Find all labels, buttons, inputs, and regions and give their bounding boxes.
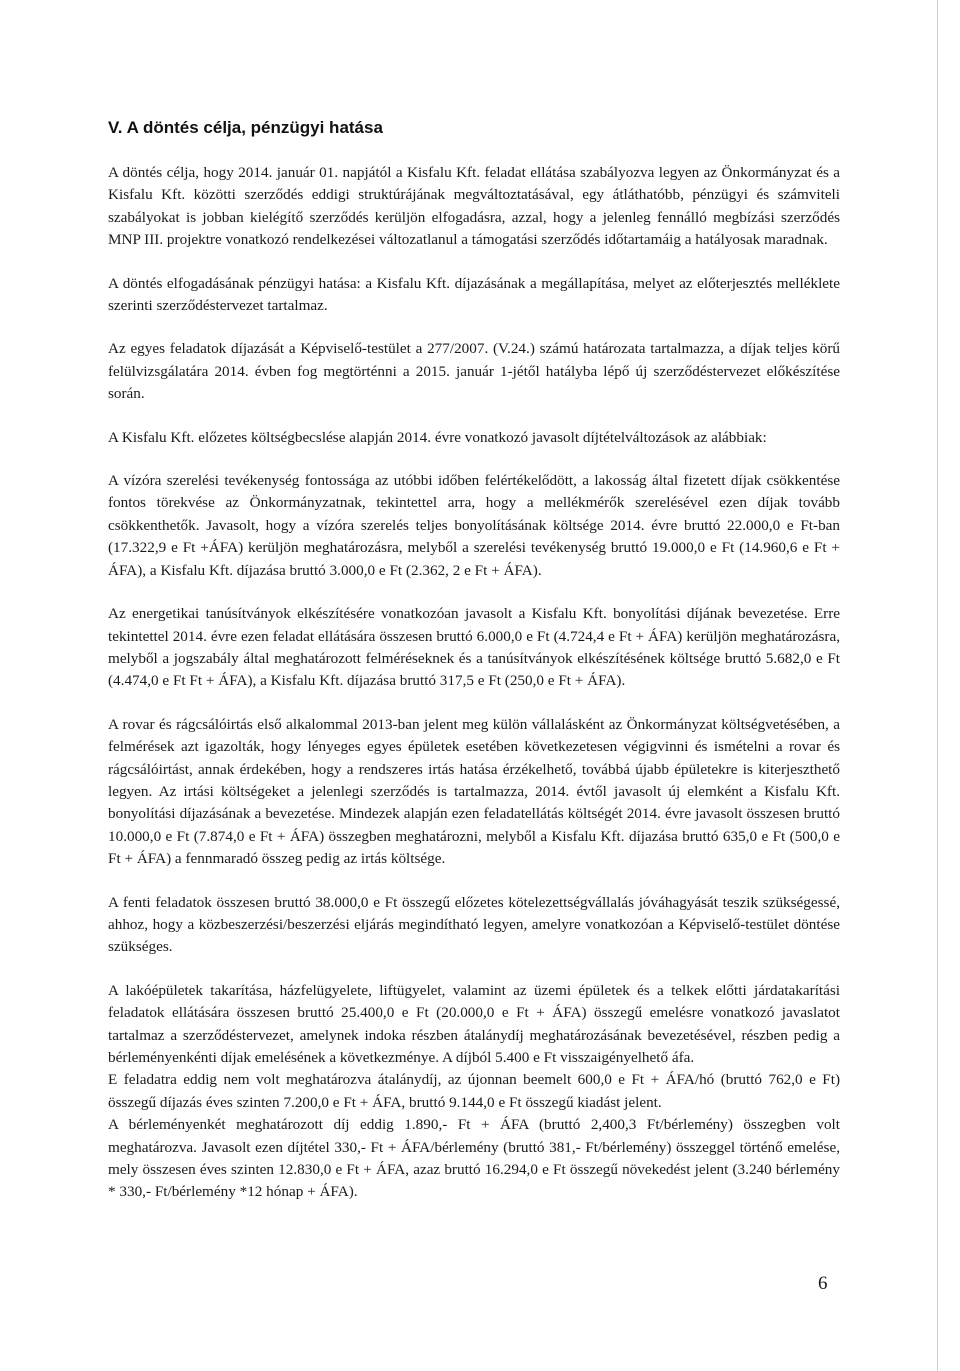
paragraph-cost-estimate-intro: A Kisfalu Kft. előzetes költségbecslése alapján 2014. évre vonatkozó javasolt díjtételváltozások az alábbiak: xyxy=(108,428,767,446)
paragraph-total-commitment: A fenti feladatok összesen bruttó 38.000,0 e Ft összegű előzetes kötelezettségvállalás jóváhagyását teszik szükségessé, ahhoz, hogy a közbeszerzési/beszerzési eljárás megindítható legyen, amelyre vonatkozóan a Képviselő-testület döntése szükséges. xyxy=(108,893,840,956)
paragraph-energy-certificates: Az energetikai tanúsítványok elkészítésére vonatkozóan javasolt a Kisfalu Kft. bonyolítási díjának bevezetése. Erre tekintettel 2014. évre ezen feladat ellátására összesen bruttó 6.000,0 e Ft (4.724,4 e Ft + ÁFA) kerüljön meghatározásra, melyből a jogszabály által meghatározott felméréseknek és a tanúsítványok elkészítésének költsége bruttó 5.682,0 e Ft (4.474,0 e Ft Ft + ÁFA), a Kisfalu Kft. díjazása bruttó 317,5 e Ft (250,0 e Ft + ÁFA). xyxy=(108,605,840,690)
paragraph-financial-effect: A döntés elfogadásának pénzügyi hatása: a Kisfalu Kft. díjazásának a megállapítása, melyet az előterjesztés melléklete szerinti szerződéstervezet tartalmaz. xyxy=(108,274,840,315)
paragraph-flat-fee: E feladatra eddig nem volt meghatározva átalánydíj, az újonnan beemelt 600,0 e Ft + ÁFA/hó (bruttó 762,0 e Ft) összegű díjazás éves szinten 7.200,0 e Ft + ÁFA, bruttó 9.144,0 e Ft összegű kiadást jelent. xyxy=(108,1071,840,1111)
paragraph-pest-control: A rovar és rágcsálóirtás első alkalommal 2013-ban jelent meg külön vállalásként az Önkormányzat költségvetésében, a felmérések azt igazolták, hogy lényeges egyes épületek esetében következetesen végigvinni és ismételni a rovar és rágcsálóirtást, annak érdekében, hogy a rendszeres irtás hatása érzékelhető, továbbá újabb épületekre is kiterjeszthető legyen. Az irtási költségeket a jelenlegi szerződés is tartalmazza, 2014. évtől javasolt új elemként a Kisfalu Kft. bonyolítási díjazásának a bevezetése. Mindezek alapján ezen feladatellátás költségét 2014. évre javasolt összesen bruttó 10.000,0 e Ft (7.874,0 e Ft + ÁFA) összegben meghatározni, melyből a Kisfalu Kft. díjazása bruttó 635,0 e Ft (500,0 e Ft + ÁFA) a fennmaradó összeg pedig az irtás költsége. xyxy=(108,715,840,868)
paragraph-cleaning-services: A lakóépületek takarítása, házfelügyelete, liftügyelet, valamint az üzemi épületek és a telkek előtti járdatakarítási feladatok ellátására összesen bruttó 25.400,0 e Ft (20.000,0 e Ft + ÁFA) összegű emelésre vonatkozó javaslatot tartalmaz a szerződéstervezet, amelynek indoka részben átalánydíj meghatározásának bevezetésével, részben pedig a bérleményenkénti díjak emelésének a következménye. A díjból 5.400 e Ft visszaigényelhető áfa. xyxy=(108,981,840,1066)
paragraph-per-unit-fee: A bérleményenkét meghatározott díj eddig 1.890,- Ft + ÁFA (bruttó 2,400,3 Ft/bérlemény) összegben volt meghatározva. Javasolt ezen díjtétel 330,- Ft + ÁFA/bérlemény (bruttó 381,- Ft/bérlemény) összeggel történő emelése, mely összesen éves szinten 12.830,0 e Ft + ÁFA, azaz bruttó 16.294,0 e Ft összegű növekedést jelent (3.240 bérlemény * 330,- Ft/bérlemény *12 hónap + ÁFA). xyxy=(108,1116,840,1201)
paragraph-decision-purpose: A döntés célja, hogy 2014. január 01. napjától a Kisfalu Kft. feladat ellátása szabályozva legyen az Önkormányzat és a Kisfalu Kft. közötti szerződés eddigi struktúrájának megváltoztatásával, egy átláthatóbb, pénzügyi és számviteli szabályokat is jobban kielégítő szerződés kerüljön elfogadásra, azzal, hogy a jelenleg fennálló megbízási szerződés MNP III. projektre vonatkozó rendelkezései változatlanul a támogatási szerződés időtartamáig a hatályosak maradnak. xyxy=(108,164,840,249)
scan-edge-line xyxy=(937,0,938,1371)
paragraph-task-fees: Az egyes feladatok díjazását a Képviselő-testület a 277/2007. (V.24.) számú határozata tartalmazza, a díjak teljes körű felülvizsgálatára 2014. évben fog megtörténni a 2015. január 1-jétől hatályba lépő új szerződéstervezet előkészítése során. xyxy=(108,340,840,403)
paragraph-water-meter: A vízóra szerelési tevékenység fontossága az utóbbi időben felértékelődött, a lakosság által fizetett díjak csökkentése fontos törekvése az Önkormányzatnak, tekintettel arra, hogy a mellékmérők szerelésével ezen díjak tovább csökkenthetők. Javasolt, hogy a vízóra szerelés teljes bonyolításának költsége 2014. évre bruttó 22.000,0 e Ft-ban (17.322,9 e Ft +ÁFA) kerüljön meghatározásra, melyből a szerelési tevékenység bruttó 19.000,0 e Ft (14.960,6 e Ft + ÁFA), a Kisfalu Kft. díjazása bruttó 3.000,0 e Ft (2.362, 2 e Ft + ÁFA). xyxy=(108,472,840,579)
document-page xyxy=(108,118,840,1204)
section-heading: V. A döntés célja, pénzügyi hatása xyxy=(108,118,383,137)
page-number: 6 xyxy=(818,1273,828,1294)
